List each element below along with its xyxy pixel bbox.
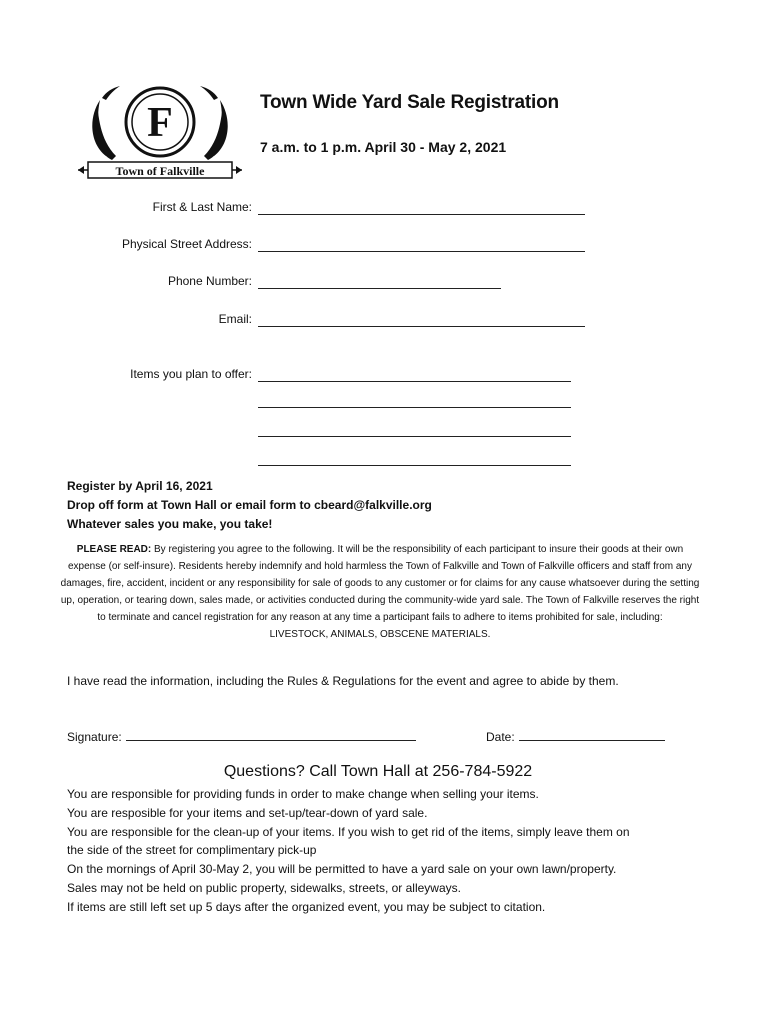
signature-row <box>67 730 416 744</box>
name-input-line[interactable] <box>258 214 585 215</box>
name-label: First & Last Name: <box>152 200 252 214</box>
responsibilities-list <box>67 785 707 917</box>
email-label: Email: <box>218 312 252 326</box>
notice-heading: PLEASE READ: <box>76 544 152 555</box>
phone-field-row <box>0 274 770 294</box>
address-field-row <box>0 237 770 257</box>
signature-label: Signature: <box>67 730 122 744</box>
acknowledgement-text: I have read the information, including the Rules & Regulations for the event and agree to abide by them. <box>67 674 619 688</box>
list-item: On the mornings of April 30-May 2, you will be permitted to have a yard sale on your own lawn/property. <box>67 862 617 877</box>
sales-note: Whatever sales you make, you take! <box>67 517 273 531</box>
list-item: Sales may not be held on public property, sidewalks, streets, or alleyways. <box>67 880 461 895</box>
prohibited-items: LIVESTOCK, ANIMALS, OBSCENE MATERIALS. <box>269 629 491 640</box>
items-input-line-2[interactable] <box>258 407 571 408</box>
date-label: Date: <box>486 730 515 744</box>
items-input-line-4[interactable] <box>258 465 571 466</box>
name-field-row <box>0 200 770 220</box>
event-dates: 7 a.m. to 1 p.m. April 30 - May 2, 2021 <box>260 139 507 155</box>
list-item: You are responsible for providing funds in order to make change when selling your items. <box>67 787 539 801</box>
logo-caption: Town of Falkville <box>115 164 205 178</box>
questions-text: Questions? Call Town Hall at 256-784-5922 <box>223 763 533 780</box>
signature-input-line[interactable] <box>126 730 416 741</box>
list-item: If items are still left set up 5 days after the organized event, you may be subject to citation. <box>67 899 546 914</box>
list-item: You are resposible for your items and set-up/tear-down of yard sale. <box>67 805 428 820</box>
notice-body: By registering you agree to the following. It will be the responsibility of each participant to insure their goods at their own expense (or self-insure). Residents hereby indemnify and hold harmless the Town of Falkville and Town of Falkville officers and staff from any damages, fire, accident, incident or any responsibility for sale of goods to any customer or for claims for any cause whatsoever during the setting up, operation, or tearing down, sales made, or activities conducted during the community-wide yard sale. The Town of Falkville reserves the right to terminate and cancel registration for any reason at any time a participant fails to adhere to items prohibited for sale, including: <box>60 544 700 623</box>
logo-letter: F <box>147 100 173 146</box>
list-item: You are responsible for the clean-up of your items. If you wish to get rid of the items, simply leave them on <box>67 824 630 839</box>
dropoff-instructions: Drop off form at Town Hall or email form to cbeard@falkville.org <box>67 498 432 512</box>
phone-label: Phone Number: <box>167 274 252 288</box>
phone-input-line[interactable] <box>258 288 501 289</box>
email-field-row <box>0 312 770 332</box>
register-deadline: Register by April 16, 2021 <box>67 479 213 493</box>
date-input-line[interactable] <box>519 730 665 741</box>
items-field-row <box>0 367 770 387</box>
address-input-line[interactable] <box>258 251 585 252</box>
list-item: the side of the street for complimentary pick-up <box>67 843 317 858</box>
questions-heading <box>0 763 770 781</box>
items-label: Items you plan to offer: <box>130 367 252 381</box>
address-label: Physical Street Address: <box>121 237 252 251</box>
items-input-line-3[interactable] <box>258 436 571 437</box>
town-seal-emblem <box>76 78 244 182</box>
date-row <box>486 730 665 744</box>
town-logo <box>76 78 244 182</box>
items-input-line[interactable] <box>258 381 571 382</box>
liability-notice <box>60 541 700 643</box>
email-input-line[interactable] <box>258 326 585 327</box>
page-title: Town Wide Yard Sale Registration <box>260 92 559 113</box>
